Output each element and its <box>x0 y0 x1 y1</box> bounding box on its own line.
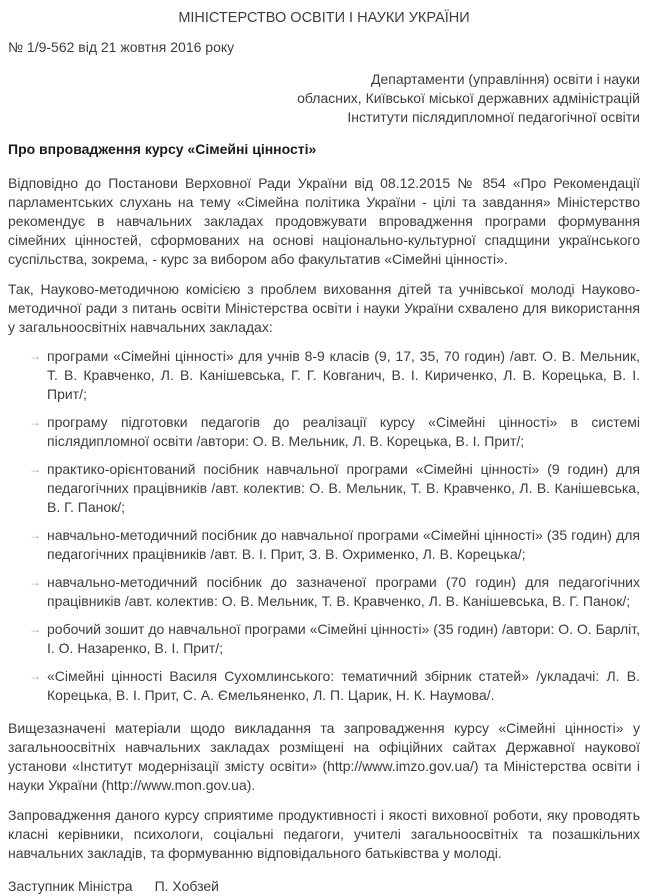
arrow-bullet-icon: → <box>29 415 41 429</box>
list-item-text: програму підготовки педагогів до реалізації курсу «Сімейні цінності» в системі післядипломної освіти /автори: О. В. Мельник, Л. В. Корецька, В. І. Прит/; <box>47 414 640 449</box>
subject-line: Про впровадження курсу «Сімейні цінності» <box>8 141 317 157</box>
arrow-bullet-icon: → <box>29 622 41 636</box>
recipient-line: обласних, Київської міської державних адміністрацій <box>297 90 640 106</box>
list-item <box>8 413 640 451</box>
list-item <box>8 347 640 404</box>
paragraph-intro: Відповідно до Постанови Верховної Ради України від 08.12.2015 № 854 «Про Рекомендації парламентських слухань на тему «Сімейна політика України - цілі та завдання» Міністерство рекомендує в навчальних закладах продовжувати впровадження програми формування сімейних цінностей, сформованих на основі національно-культурної спадщини українського суспільства, зокрема, - курс за вибором або факультатив «Сімейні цінності». <box>8 175 640 267</box>
arrow-bullet-icon: → <box>29 669 41 683</box>
recipients-block <box>8 70 640 127</box>
list-item <box>8 526 640 564</box>
list-item-text: навчально-методичний посібник до навчальної програми «Сімейні цінності» (35 годин) для педагогічних працівників /авт. В. І. Прит, З. В. Охрименко, Л. В. Корецька/; <box>47 527 640 562</box>
list-item <box>8 667 640 705</box>
list-item <box>8 460 640 517</box>
list-item-text: «Сімейні цінності Василя Сухомлинського: тематичний збірник статей» /укладачі: Л. В. Корецька, В. І. Прит, С. А. Ємельяненко, Л. П. Царик, Н. К. Наумова/. <box>47 668 640 703</box>
recipient-line: Департаменти (управління) освіти і науки <box>371 71 640 87</box>
list-item-text: практико-орієнтований посібник навчальної програми «Сімейні цінності» (9 годин) для педагогічних працівників /авт. колектив: О. В. Мельник, Т. В. Кравченко, Л. В. Канішевська, В. Г. Панок/; <box>47 461 640 515</box>
paragraph-websites: Вищезазначені матеріали щодо викладання та запровадження курсу «Сімейні цінності» у загальноосвітніх навчальних закладах розміщені на офіційних сайтах Державної наукової установи «Інститут модернізації змісту освіти» (http://www.imzo.gov.ua/) та Міністерства освіти і науки України (http://www.mon.gov.ua). <box>8 720 640 793</box>
arrow-bullet-icon: → <box>29 349 41 363</box>
doc-number-and-date: № 1/9-562 від 21 жовтня 2016 року <box>8 39 235 55</box>
paragraph-approval: Так, Науково-методичною комісією з проблем виховання дітей та учнівської молоді Науково-методичної ради з питань освіти Міністерства освіти і науки України схвалено для використання у загальноосвітніх навчальних закладах: <box>8 281 640 335</box>
list-item-text: навчально-методичний посібник до зазначеної програми (70 годин) для педагогічних працівників /авт. колектив: О. В. Мельник, Т. В. Кравченко, Л. В. Канішевська, В. Г. Панок/; <box>47 574 640 609</box>
ministry-title: МІНІСТЕРСТВО ОСВІТИ І НАУКИ УКРАЇНИ <box>178 10 470 26</box>
signature-line <box>8 877 640 896</box>
list-item-text: програми «Сімейні цінності» для учнів 8-9 класів (9, 17, 35, 70 годин) /авт. О. В. Мельник, Т. В. Кравченко, Л. В. Канішевська, Г. Г. Ковганич, В. І. Кириченко, Л. В. Корецька, В. І. Прит/; <box>47 348 640 402</box>
signature-position: Заступник Міністра <box>8 878 133 894</box>
recipient-line: Інститути післядипломної педагогічної освіти <box>347 109 640 125</box>
paragraph-conclusion: Запровадження даного курсу сприятиме продуктивності і якості виховної роботи, яку проводять класні керівники, психологи, соціальні педагоги, учителі загальноосвітніх та позашкільних навчальних закладів, та формуванню відповідального батьківства у молоді. <box>8 807 640 861</box>
arrow-bullet-icon: → <box>29 575 41 589</box>
arrow-bullet-icon: → <box>29 528 41 542</box>
list-item <box>8 620 640 658</box>
arrow-bullet-icon: → <box>29 462 41 476</box>
signature-name: П. Хобзей <box>154 878 219 894</box>
materials-list <box>8 347 640 705</box>
list-item-text: робочий зошит до навчальної програми «Сімейні цінності» (35 годин) /автори: О. О. Барліт, І. О. Назаренко, В. І. Прит/; <box>47 621 640 656</box>
list-item <box>8 573 640 611</box>
